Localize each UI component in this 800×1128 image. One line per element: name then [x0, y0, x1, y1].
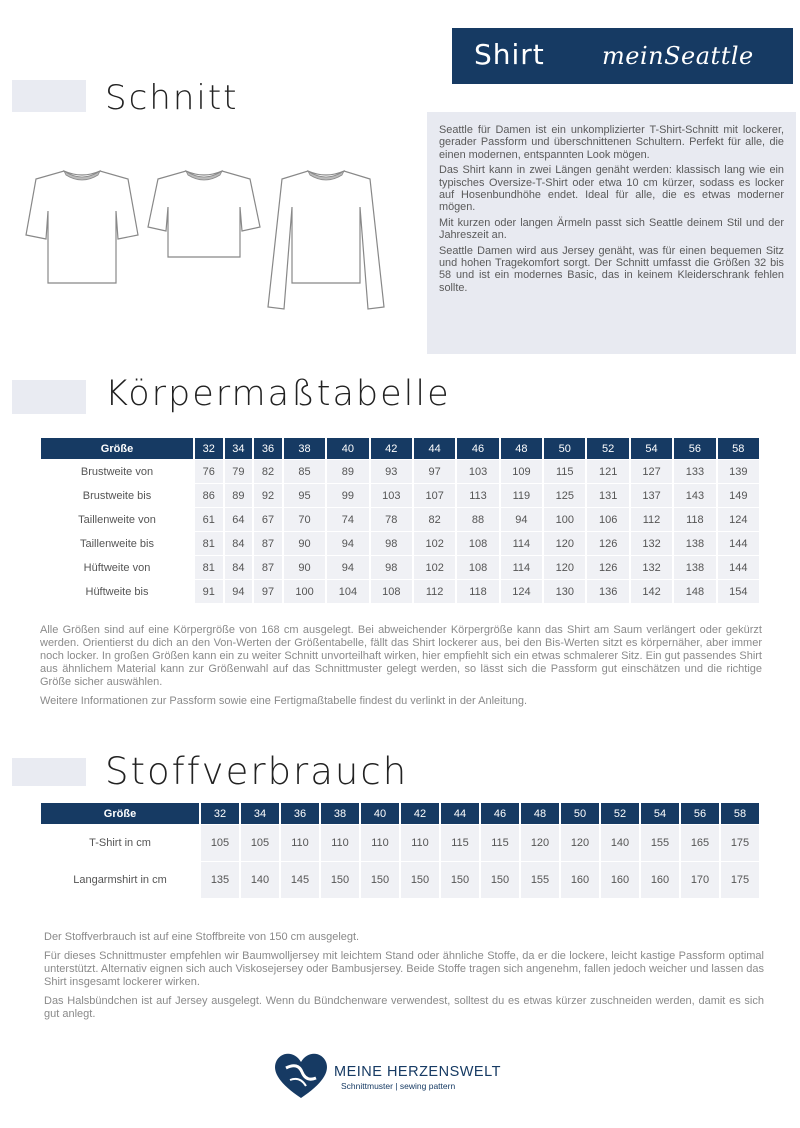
table-cell: 120 — [561, 825, 599, 861]
size-col: 32 — [201, 803, 239, 824]
brand-logo — [272, 1050, 532, 1110]
table-cell: 160 — [641, 862, 679, 898]
table-cell: 124 — [501, 580, 542, 603]
size-col: 56 — [681, 803, 719, 824]
table-cell: 127 — [631, 460, 672, 483]
table-cell: 84 — [225, 556, 253, 579]
size-col: 48 — [521, 803, 559, 824]
table-cell: 102 — [414, 556, 455, 579]
section-title-stoff: Stoffverbrauch — [105, 750, 409, 793]
table-cell: 136 — [587, 580, 628, 603]
table-cell: 112 — [631, 508, 672, 531]
size-col: 40 — [327, 438, 368, 459]
table-row — [41, 580, 759, 603]
table-cell: 154 — [718, 580, 759, 603]
table-cell: 150 — [441, 862, 479, 898]
table-cell: 170 — [681, 862, 719, 898]
table-cell: 112 — [414, 580, 455, 603]
table-cell: 108 — [457, 532, 498, 555]
table-cell: 133 — [674, 460, 715, 483]
table-cell: 130 — [544, 580, 585, 603]
table-cell: 132 — [631, 532, 672, 555]
table-cell: 99 — [327, 484, 368, 507]
size-col: 38 — [284, 438, 325, 459]
tshirt-sketch-2 — [146, 165, 262, 285]
brand-script: meinSeattle — [602, 42, 754, 70]
table-cell: 125 — [544, 484, 585, 507]
table-cell: 61 — [195, 508, 223, 531]
row-label: Taillenweite von — [78, 513, 156, 526]
table-cell: 139 — [718, 460, 759, 483]
table-cell: 144 — [718, 556, 759, 579]
table-cell: 121 — [587, 460, 628, 483]
table-cell: 94 — [501, 508, 542, 531]
table-cell: 64 — [225, 508, 253, 531]
table-cell: 131 — [587, 484, 628, 507]
size-col: 32 — [195, 438, 223, 459]
section-title-koerper: Körpermaßtabelle — [105, 374, 451, 414]
table-cell: 126 — [587, 532, 628, 555]
table-cell: 106 — [587, 508, 628, 531]
note-paragraph: Für dieses Schnittmuster empfehlen wir Baumwolljersey mit leichtem Stand oder ähnliche Stoffe, da er die lockere, leicht kastige Passform optimal unterstützt. Alternativ eignen sich auch Viskosejersey oder Bambusjersey. Beide Stoffe tragen sich angenehm, fallen jedoch weicher und lassen das Shirt insgesamt lockerer wirken. — [44, 950, 764, 988]
size-col: 34 — [225, 438, 253, 459]
table-cell: 155 — [521, 862, 559, 898]
table-cell: 110 — [401, 825, 439, 861]
body-measurement-table — [39, 437, 761, 604]
table-cell: 95 — [284, 484, 325, 507]
table-cell: 87 — [254, 556, 282, 579]
row-label: T-Shirt in cm — [89, 837, 151, 849]
table-cell: 81 — [195, 556, 223, 579]
table-cell: 90 — [284, 532, 325, 555]
table-cell: 87 — [254, 532, 282, 555]
table-row — [41, 532, 759, 555]
table-cell: 135 — [201, 862, 239, 898]
table-cell: 160 — [561, 862, 599, 898]
description-panel — [427, 112, 796, 354]
table-cell: 105 — [241, 825, 279, 861]
table-cell: 94 — [327, 556, 368, 579]
fabric-notes — [44, 931, 764, 1027]
table-cell: 160 — [601, 862, 639, 898]
table-cell: 78 — [371, 508, 412, 531]
size-col: 54 — [641, 803, 679, 824]
size-col: 46 — [481, 803, 519, 824]
note-paragraph: Der Stoffverbrauch ist auf eine Stoffbreite von 150 cm ausgelegt. — [44, 931, 360, 943]
table-cell: 140 — [601, 825, 639, 861]
table-cell: 150 — [321, 862, 359, 898]
table-cell: 97 — [414, 460, 455, 483]
table-row — [41, 484, 759, 507]
size-header: Größe — [41, 438, 193, 459]
fabric-usage-table — [39, 802, 761, 899]
row-label: Hüftweite von — [83, 561, 151, 574]
row-label: Langarmshirt in cm — [73, 874, 167, 886]
size-col: 36 — [281, 803, 319, 824]
table-cell: 114 — [501, 532, 542, 555]
table-cell: 76 — [195, 460, 223, 483]
table-cell: 84 — [225, 532, 253, 555]
table-row — [41, 862, 759, 898]
table-cell: 98 — [371, 556, 412, 579]
table-cell: 109 — [501, 460, 542, 483]
table-cell: 79 — [225, 460, 253, 483]
section-bar-schnitt — [12, 80, 86, 112]
table-cell: 110 — [281, 825, 319, 861]
size-col: 40 — [361, 803, 399, 824]
logo-subtitle: Schnittmuster | sewing pattern — [341, 1081, 456, 1091]
table-cell: 113 — [457, 484, 498, 507]
size-col: 50 — [561, 803, 599, 824]
size-col: 52 — [601, 803, 639, 824]
size-col: 36 — [254, 438, 282, 459]
table-cell: 107 — [414, 484, 455, 507]
table-cell: 105 — [201, 825, 239, 861]
table-cell: 140 — [241, 862, 279, 898]
table-cell: 142 — [631, 580, 672, 603]
table-cell: 175 — [721, 862, 759, 898]
row-label: Taillenweite bis — [80, 537, 154, 550]
table-cell: 115 — [544, 460, 585, 483]
table-cell: 89 — [327, 460, 368, 483]
size-col: 54 — [631, 438, 672, 459]
size-header: Größe — [41, 803, 199, 824]
table-cell: 94 — [225, 580, 253, 603]
table-cell: 98 — [371, 532, 412, 555]
table-cell: 70 — [284, 508, 325, 531]
note-paragraph: Weitere Informationen zur Passform sowie eine Fertigmaßtabelle findest du verlinkt in der Anleitung. — [40, 695, 528, 707]
table-cell: 120 — [544, 532, 585, 555]
table-cell: 100 — [544, 508, 585, 531]
table-cell: 88 — [457, 508, 498, 531]
table-cell: 165 — [681, 825, 719, 861]
logo-name: MEINE HERZENSWELT — [334, 1064, 501, 1080]
table-cell: 110 — [361, 825, 399, 861]
header-badge — [452, 28, 793, 84]
table-cell: 120 — [544, 556, 585, 579]
size-col: 42 — [401, 803, 439, 824]
table-row — [41, 556, 759, 579]
table-row — [41, 460, 759, 483]
table-cell: 143 — [674, 484, 715, 507]
table-cell: 103 — [371, 484, 412, 507]
table-cell: 92 — [254, 484, 282, 507]
longsleeve-sketch — [266, 165, 386, 315]
table-cell: 144 — [718, 532, 759, 555]
size-col: 56 — [674, 438, 715, 459]
table-cell: 89 — [225, 484, 253, 507]
table-cell: 155 — [641, 825, 679, 861]
table-cell: 74 — [327, 508, 368, 531]
section-bar-stoff — [12, 758, 86, 786]
table-cell: 103 — [457, 460, 498, 483]
table-cell: 132 — [631, 556, 672, 579]
table-cell: 114 — [501, 556, 542, 579]
table-cell: 149 — [718, 484, 759, 507]
size-col: 42 — [371, 438, 412, 459]
table-cell: 86 — [195, 484, 223, 507]
heart-logo-icon — [272, 1050, 330, 1100]
table-cell: 102 — [414, 532, 455, 555]
row-label: Brustweite von — [80, 465, 154, 478]
table-cell: 119 — [501, 484, 542, 507]
size-col: 46 — [457, 438, 498, 459]
body-notes — [40, 624, 762, 714]
table-cell: 126 — [587, 556, 628, 579]
table-cell: 148 — [674, 580, 715, 603]
table-cell: 67 — [254, 508, 282, 531]
table-cell: 110 — [321, 825, 359, 861]
table-cell: 120 — [521, 825, 559, 861]
size-col: 58 — [721, 803, 759, 824]
table-cell: 115 — [481, 825, 519, 861]
table-cell: 124 — [718, 508, 759, 531]
table-cell: 100 — [284, 580, 325, 603]
table-cell: 97 — [254, 580, 282, 603]
table-cell: 94 — [327, 532, 368, 555]
table-cell: 93 — [371, 460, 412, 483]
table-cell: 91 — [195, 580, 223, 603]
table-cell: 104 — [327, 580, 368, 603]
table-cell: 81 — [195, 532, 223, 555]
header-title: Shirt — [474, 38, 545, 71]
table-cell: 82 — [414, 508, 455, 531]
table-cell: 175 — [721, 825, 759, 861]
table-row — [41, 508, 759, 531]
size-col: 52 — [587, 438, 628, 459]
section-bar-koerper — [12, 380, 86, 414]
table-cell: 138 — [674, 556, 715, 579]
table-cell: 150 — [401, 862, 439, 898]
size-col: 50 — [544, 438, 585, 459]
note-paragraph: Alle Größen sind auf eine Körpergröße von 168 cm ausgelegt. Bei abweichender Körpergröße kann das Shirt am Saum verlängert oder gekürzt werden. Orientierst du dich an den Von-Werten der Größentabelle, fällt das Shirt lockerer aus, bei den Bis-Werten sitzt es körpernäher, aber immer noch locker. In großen Größen kann ein zu weiter Schnitt unvorteilhaft wirken, hier empfiehlt sich ein etwas schmalerer Sitz. Ein gut passendes Shirt aus ähnlichem Material kann zur Größenwahl auf das Schnittmuster gelegt werden, so lässt sich die Passform gut einschätzen und die richtige Größe sicher auswählen. — [40, 624, 762, 688]
description-paragraph: Seattle Damen wird aus Jersey genäht, was für einen bequemen Sitz und hohen Tragekomfort sorgt. Der Schnitt umfasst die Größen 32 bis 58 und ist ein modernes Basic, das in keinem Kleiderschrank fehlen sollte. — [439, 244, 784, 294]
table-header-row — [41, 803, 759, 824]
table-cell: 108 — [457, 556, 498, 579]
description-paragraph: Das Shirt kann in zwei Längen genäht werden: klassisch lang wie ein typisches Oversize-T-Shirt oder etwa 10 cm kürzer, sodass es locker auf Hosenbundhöhe endet. Ideal für alle, die es etwas moderner mögen. — [439, 164, 784, 214]
table-cell: 150 — [481, 862, 519, 898]
table-cell: 90 — [284, 556, 325, 579]
table-cell: 85 — [284, 460, 325, 483]
table-cell: 137 — [631, 484, 672, 507]
table-cell: 118 — [457, 580, 498, 603]
size-col: 58 — [718, 438, 759, 459]
description-paragraph: Seattle für Damen ist ein unkomplizierter T-Shirt-Schnitt mit lockerer, gerader Passform und überschnittenen Schultern. Perfekt für alle, die einen modernen, entspannten Look mögen. — [439, 124, 784, 161]
size-col: 48 — [501, 438, 542, 459]
size-col: 34 — [241, 803, 279, 824]
table-cell: 118 — [674, 508, 715, 531]
table-cell: 150 — [361, 862, 399, 898]
size-col: 38 — [321, 803, 359, 824]
row-label: Brustweite bis — [82, 489, 152, 502]
note-paragraph: Das Halsbündchen ist auf Jersey ausgelegt. Wenn du Bündchenware verwendest, solltest du es etwas kürzer zuschneiden werden, damit es sich gut anlegt. — [44, 995, 764, 1020]
table-cell: 82 — [254, 460, 282, 483]
row-label: Hüftweite bis — [85, 585, 149, 598]
description-paragraph: Mit kurzen oder langen Ärmeln passt sich Seattle deinem Stil und der Jahreszeit an. — [439, 216, 784, 242]
size-col: 44 — [441, 803, 479, 824]
table-cell: 138 — [674, 532, 715, 555]
section-title-schnitt: Schnitt — [105, 78, 239, 118]
tshirt-sketch-1 — [24, 165, 140, 285]
table-row — [41, 825, 759, 861]
table-cell: 108 — [371, 580, 412, 603]
size-col: 44 — [414, 438, 455, 459]
table-cell: 145 — [281, 862, 319, 898]
table-header-row — [41, 438, 759, 459]
table-cell: 115 — [441, 825, 479, 861]
